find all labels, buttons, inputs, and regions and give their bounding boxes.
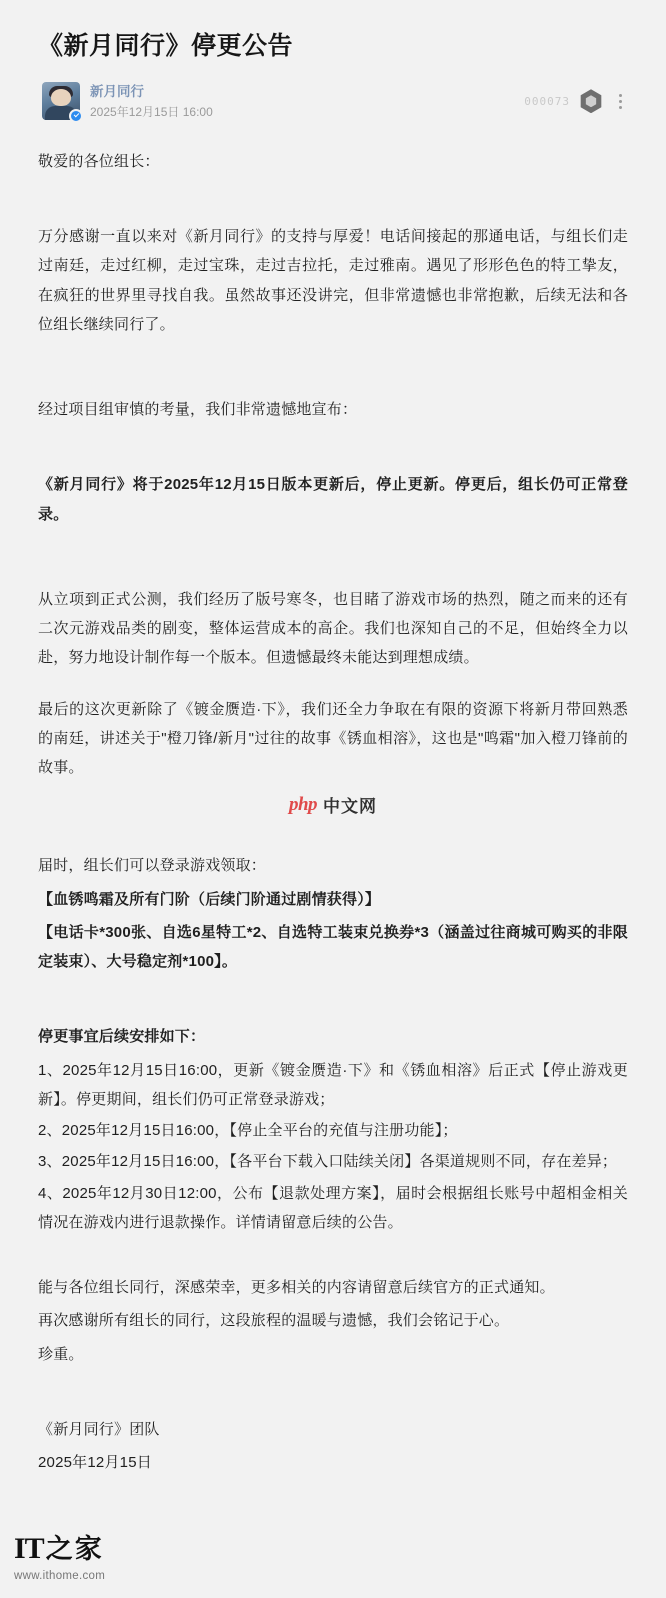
schedule-item-4: 4、2025年12月30日12:00，公布【退款处理方案】，届时会根据组长账号中超相金相关情况在游戏内进行退款操作。详情请留意后续的公告。: [38, 1184, 628, 1231]
paragraph-8-bold: 【电话卡*300张、自选6星特工*2、自选特工装束兑换券*3（涵盖过往商城可购买的非限定装束）、大号稳定剂*100】。: [38, 923, 628, 971]
php-chinese-watermark: [38, 792, 628, 817]
paragraph-2: 经过项目组审慎的考量，我们非常遗憾地宣布：: [38, 401, 358, 419]
author-meta: [90, 82, 213, 121]
more-options-icon[interactable]: [612, 91, 628, 111]
schedule-item-3: 3、2025年12月15日16:00，【各平台下载入口陆续关闭】各渠道规则不同，存在差异；: [38, 1153, 618, 1171]
closing-line-2: 再次感谢所有组长的同行，这段旅程的温暖与遗憾，我们会铭记于心。: [38, 1312, 510, 1330]
paragraph-1: 万分感谢一直以来对《新月同行》的支持与厚爱！电话间接起的那通电话，与组长们走过南廷，走过红柳，走过宝珠，走过吉拉托，走过雅南。遇见了形形色色的特工挚友，在疯狂的世界里寻找自我。虽然故事还没讲完，但非常遗憾也非常抱歉，后续无法和各位组长继续同行了。: [38, 228, 628, 333]
author-right-controls: [524, 89, 628, 113]
hexagon-logo-icon: [579, 89, 603, 113]
php-watermark-cn-text: 中文网: [323, 797, 378, 817]
paragraph-3-bold: 《新月同行》将于2025年12月15日版本更新后，停止更新。停更后，组长仍可正常登录。: [38, 476, 628, 523]
logo-text-it: IT: [14, 1532, 44, 1566]
author-name[interactable]: 新月同行: [90, 83, 144, 99]
paragraph-6: 届时，组长们可以登录游戏领取：: [38, 857, 267, 875]
watermark-number: 000073: [524, 94, 570, 108]
signature-team: 《新月同行》团队: [38, 1420, 160, 1438]
schedule-item-2: 2、2025年12月15日16:00，【停止全平台的充值与注册功能】；: [38, 1122, 458, 1140]
verified-badge-icon: [69, 109, 83, 123]
logo-text-zhi: 之: [45, 1534, 73, 1565]
paragraph-5: 最后的这次更新除了《镀金赝造·下》，我们还全力争取在有限的资源下将新月带回熟悉的南廷，讲述关于"橙刀锋/新月"过往的故事《锈血相溶》，这也是"鸣霜"加入橙刀锋前的故事。: [38, 700, 628, 777]
footer-logo-block: [14, 1527, 105, 1582]
paragraph-4: 从立项到正式公测，我们经历了版号寒冬，也目睹了游戏市场的热烈，随之而来的还有二次元游戏品类的剧变，整体运营成本的高企。我们也深知自己的不足，但始终全力以赴，努力地设计制作每一个版本。但遗憾最终未能达到理想成绩。: [38, 590, 628, 667]
paragraph-7-bold: 【血锈鸣霜及所有门阶（后续门阶通过剧情获得）】: [38, 890, 381, 908]
schedule-title: 停更事宜后续安排如下：: [38, 1028, 206, 1046]
publish-date: 2025年12月15日 16:00: [90, 105, 213, 119]
closing-line-1: 能与各位组长同行，深感荣幸，更多相关的内容请留意后续官方的正式通知。: [38, 1279, 555, 1297]
avatar[interactable]: [42, 82, 80, 120]
footer-url: www.ithome.com: [14, 1570, 106, 1583]
avatar-face: [51, 89, 71, 106]
schedule-item-1: 1、2025年12月15日16:00，更新《镀金赝造·下》和《锈血相溶》后正式【停止游戏更新】。停更期间，组长们仍可正常登录游戏；: [38, 1061, 628, 1108]
ithome-logo-icon: [14, 1527, 105, 1566]
closing-line-3: 珍重。: [38, 1345, 84, 1363]
page-title: 《新月同行》停更公告: [38, 32, 294, 60]
logo-text-jia: 家: [74, 1534, 102, 1565]
signature-date: 2025年12月15日: [38, 1454, 152, 1472]
php-watermark-text: php: [288, 793, 318, 815]
author-row: [42, 82, 628, 121]
salutation: 敬爱的各位组长：: [38, 152, 160, 170]
schedule-list: [38, 1056, 628, 1238]
site-footer: [0, 1509, 666, 1598]
